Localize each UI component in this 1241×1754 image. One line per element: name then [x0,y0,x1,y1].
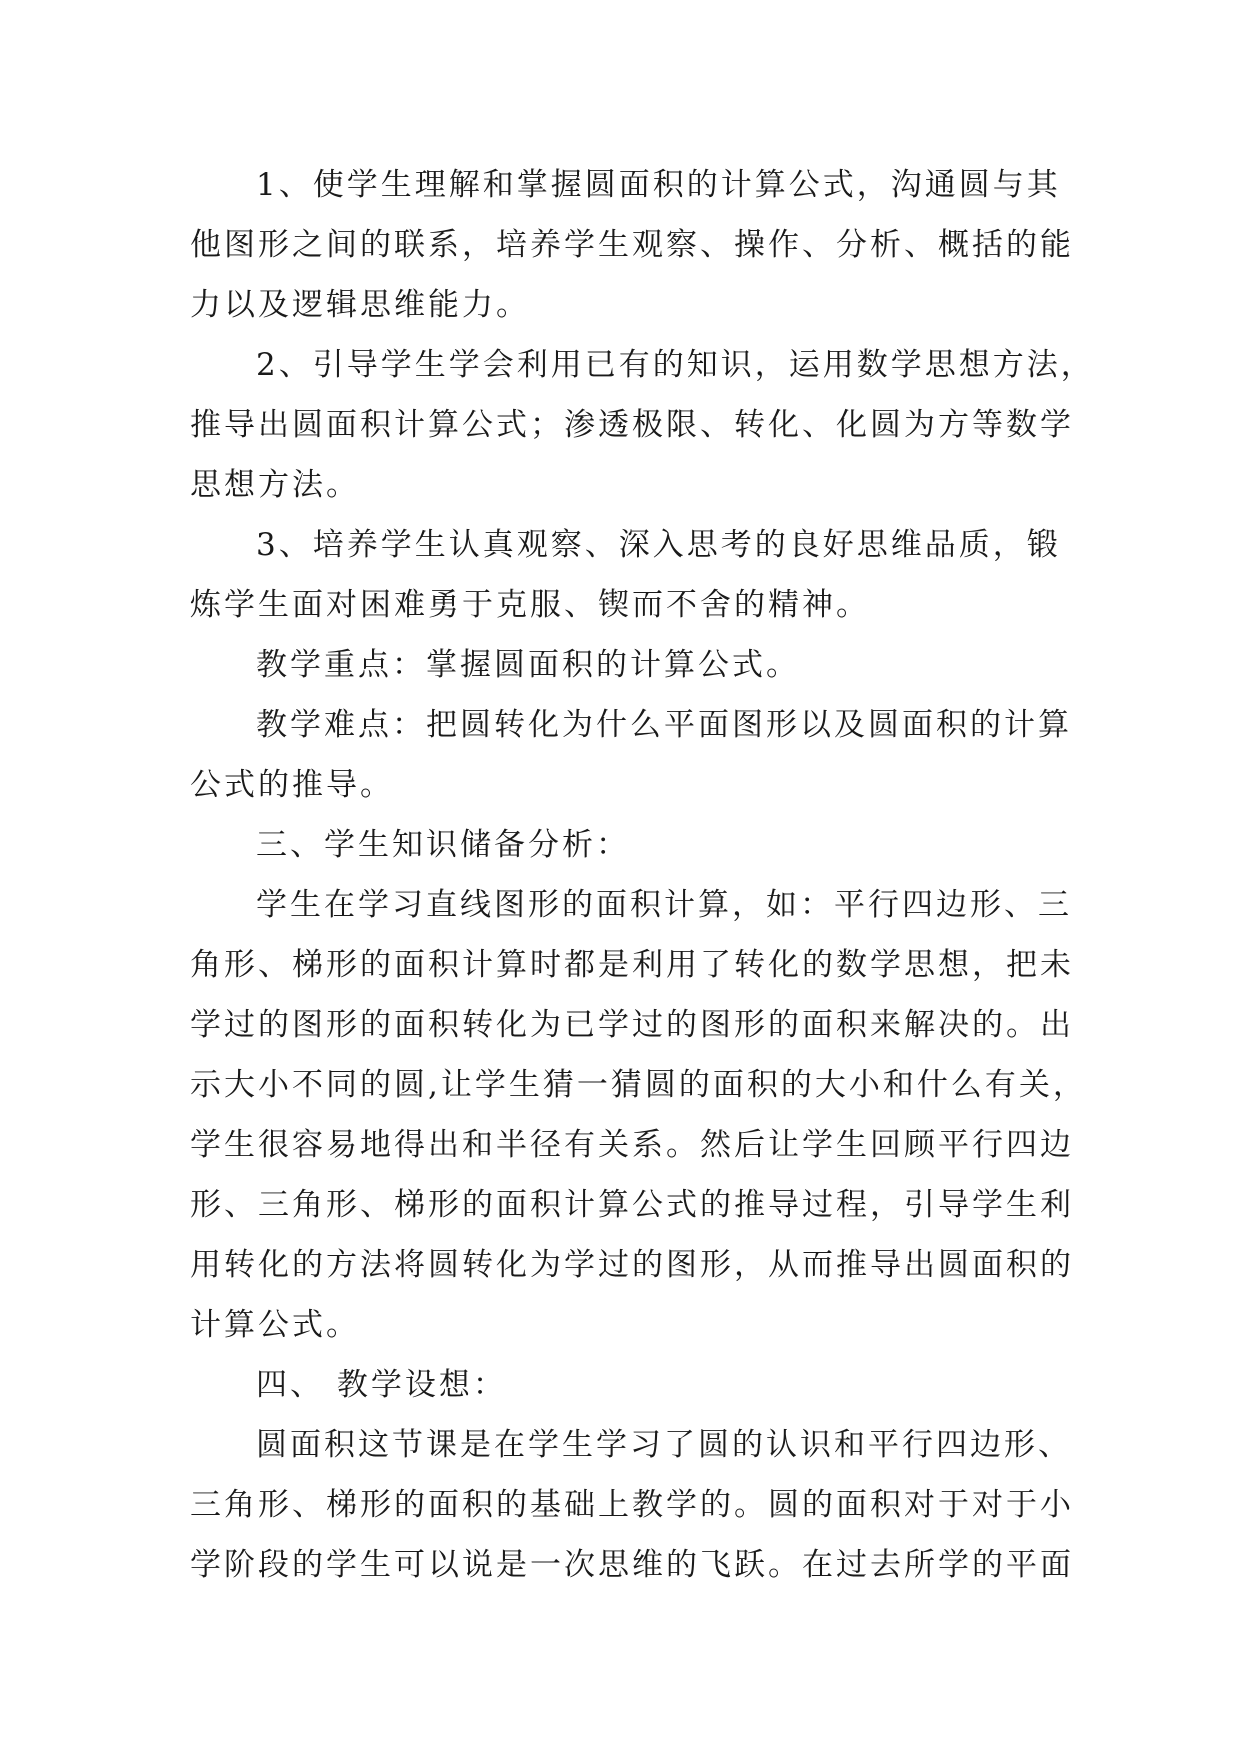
line-text: 计算公式。 [190,1307,360,1343]
text-line [0,1175,1241,1235]
line-text: 角形、梯形的面积计算时都是利用了转化的数学思想，把未 [190,947,1074,983]
text-line [0,935,1241,995]
line-text: 教学难点：把圆转化为什么平面图形以及圆面积的计算 [256,707,1072,743]
text-line [0,1235,1241,1295]
line-text: 学过的图形的面积转化为已学过的图形的面积来解决的。出 [190,1007,1074,1043]
line-text: 思想方法。 [190,467,360,503]
line-text: 形、三角形、梯形的面积计算公式的推导过程，引导学生利 [190,1187,1074,1223]
text-line [0,1535,1241,1595]
text-line [0,1295,1241,1355]
line-text: 3、培养学生认真观察、深入思考的良好思维品质，锻 [256,527,1061,563]
line-text: 四、 教学设想： [256,1367,507,1403]
text-line [0,1475,1241,1535]
text-line [0,875,1241,935]
text-line [0,215,1241,275]
text-line [0,335,1241,395]
line-text: 公式的推导。 [190,767,394,803]
text-line [0,155,1241,215]
text-line [0,755,1241,815]
text-line [0,455,1241,515]
line-text: 用转化的方法将圆转化为学过的图形，从而推导出圆面积的 [190,1247,1074,1283]
line-text: 1、使学生理解和掌握圆面积的计算公式，沟通圆与其 [256,167,1061,203]
line-text: 力以及逻辑思维能力。 [190,287,530,323]
text-line [0,275,1241,335]
text-line [0,695,1241,755]
line-text: 示大小不同的圆,让学生猜一猜圆的面积的大小和什么有关， [190,1067,1087,1103]
line-text: 学生很容易地得出和半径有关系。然后让学生回顾平行四边 [190,1127,1074,1163]
text-line [0,515,1241,575]
text-line [0,1415,1241,1475]
text-line [0,1055,1241,1115]
line-text: 炼学生面对困难勇于克服、锲而不舍的精神。 [190,587,870,623]
line-text: 2、引导学生学会利用已有的知识，运用数学思想方法， [256,347,1095,383]
text-line [0,575,1241,635]
text-line [0,1115,1241,1175]
text-line [0,815,1241,875]
text-line [0,995,1241,1055]
line-text: 教学重点：掌握圆面积的计算公式。 [256,647,800,683]
text-line [0,395,1241,455]
line-text: 圆面积这节课是在学生学习了圆的认识和平行四边形、 [256,1427,1072,1463]
text-line [0,635,1241,695]
line-text: 三角形、梯形的面积的基础上教学的。圆的面积对于对于小 [190,1487,1074,1523]
text-line [0,1355,1241,1415]
line-text: 推导出圆面积计算公式；渗透极限、转化、化圆为方等数学 [190,407,1074,443]
line-text: 学阶段的学生可以说是一次思维的飞跃。在过去所学的平面 [190,1547,1074,1583]
line-text: 他图形之间的联系，培养学生观察、操作、分析、概括的能 [190,227,1074,263]
line-text: 学生在学习直线图形的面积计算，如：平行四边形、三 [256,887,1072,923]
line-text: 三、学生知识储备分析： [256,827,630,863]
